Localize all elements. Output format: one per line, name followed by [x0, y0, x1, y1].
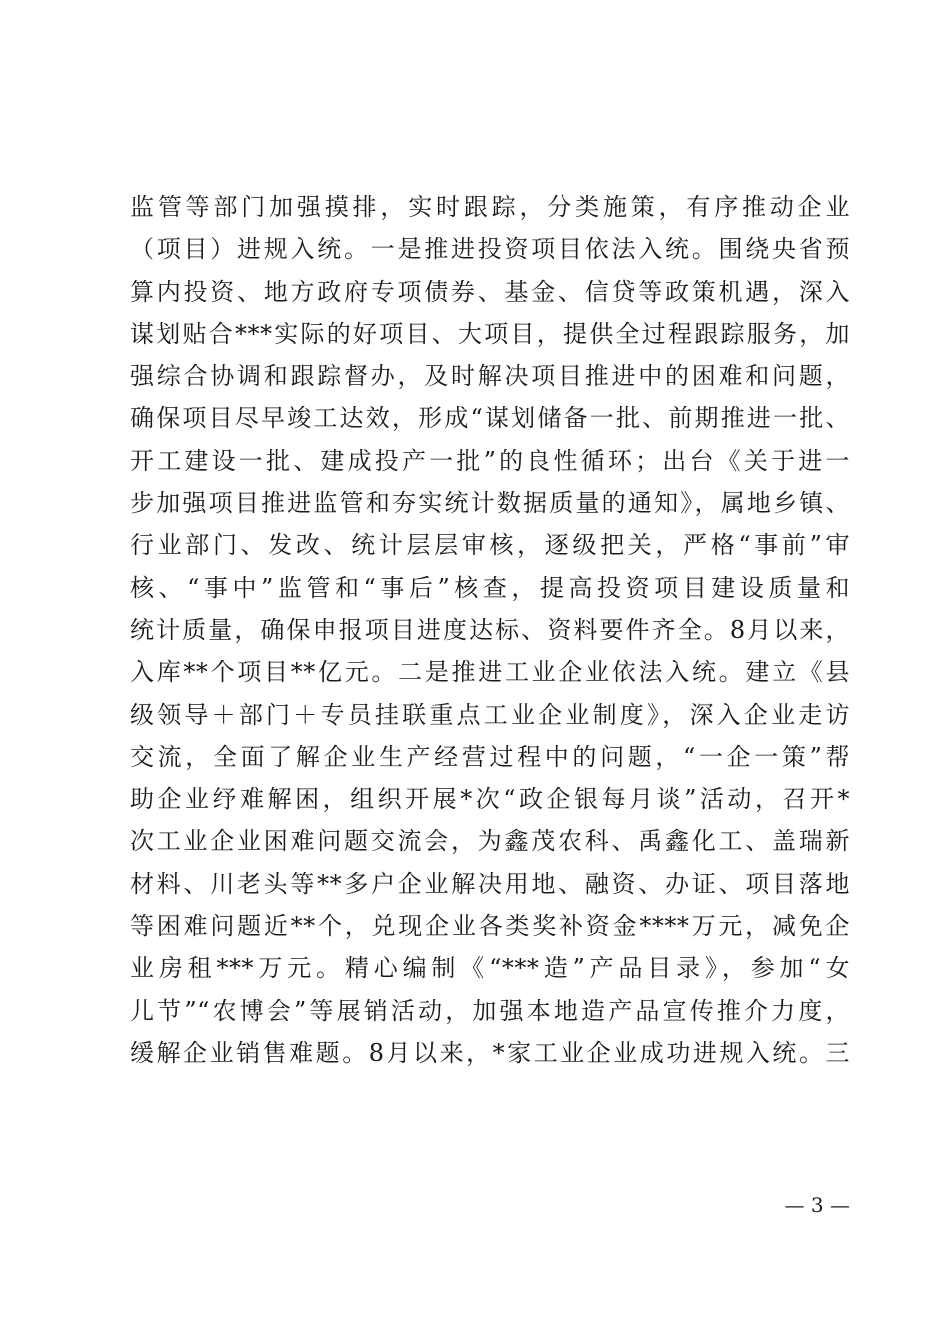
text-line: 缓解企业销售难题。8月以来，*家工业企业成功进规入统。三 — [130, 1038, 850, 1067]
text-line: 确保项目尽早竣工达效，形成“谋划储备一批、前期推进一批、 — [130, 404, 850, 433]
body-text — [130, 186, 850, 1074]
text-line: 儿节”“农博会”等展销活动，加强本地造产品宣传推介力度， — [130, 996, 850, 1025]
text-line: 材料、川老头等**多户企业解决用地、融资、办证、项目落地 — [130, 869, 850, 898]
text-line: 步加强项目推进监管和夯实统计数据质量的通知》，属地乡镇、 — [130, 489, 850, 518]
page-number: — 3 — — [784, 1193, 850, 1217]
text-line: 谋划贴合***实际的好项目、大项目，提供全过程跟踪服务，加 — [130, 319, 850, 348]
text-line: 行业部门、发改、统计层层审核，逐级把关，严格“事前”审 — [130, 531, 850, 560]
text-line: 算内投资、地方政府专项债券、基金、信贷等政策机遇，深入 — [130, 277, 850, 306]
text-line: 监管等部门加强摸排，实时跟踪，分类施策，有序推动企业 — [130, 193, 850, 221]
text-line: 入库**个项目**亿元。二是推进工业企业依法入统。建立《县 — [130, 658, 850, 687]
text-line: 业房租***万元。精心编制《“***造”产品目录》，参加“女 — [130, 954, 850, 983]
text-line: 交流，全面了解企业生产经营过程中的问题，“一企一策”帮 — [130, 742, 850, 771]
text-line: 次工业企业困难问题交流会，为鑫茂农科、禹鑫化工、盖瑞新 — [130, 827, 850, 856]
text-line: 级领导＋部门＋专员挂联重点工业企业制度》，深入企业走访 — [130, 700, 850, 729]
text-line: 开工建设一批、建成投产一批”的良性循环；出台《关于进一 — [130, 446, 850, 475]
text-line: 强综合协调和跟踪督办，及时解决项目推进中的困难和问题， — [130, 362, 850, 391]
text-line: 等困难问题近**个，兑现企业各类奖补资金****万元，减免企 — [130, 912, 850, 941]
text-line: 统计质量，确保申报项目进度达标、资料要件齐全。8月以来， — [130, 615, 850, 644]
text-line: （项目）进规入统。一是推进投资项目依法入统。围绕央省预 — [130, 235, 850, 264]
text-line: 核、“事中”监管和“事后”核查，提高投资项目建设质量和 — [130, 573, 850, 602]
text-line: 助企业纾难解困，组织开展*次“政企银每月谈”活动，召开* — [130, 785, 850, 814]
